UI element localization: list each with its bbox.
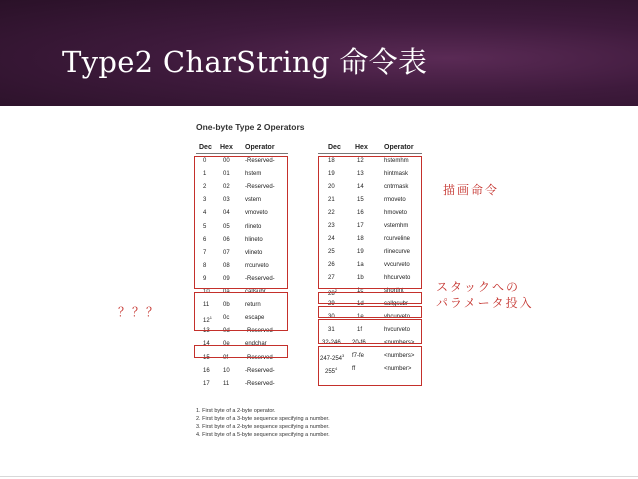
row-hex: 0e	[223, 341, 230, 348]
row-operator: hlineto	[245, 236, 263, 243]
row-operator: rcurveline	[384, 236, 411, 242]
row-hex: 00	[223, 158, 230, 164]
row-operator: <numbers>	[384, 353, 415, 359]
right-header-hex: Hex	[355, 144, 368, 151]
row-operator: vhcurveto	[384, 314, 411, 320]
row-operator: -Reserved-	[245, 275, 275, 282]
dec-value: 20	[328, 184, 335, 190]
row-hex: 1c	[357, 288, 364, 294]
row-operator: vstemhm	[384, 223, 409, 229]
row-hex: 17	[357, 223, 364, 229]
row-operator: shortint	[384, 288, 404, 294]
dec-value: 22	[328, 210, 335, 216]
row-operator: hhcurveto	[384, 275, 411, 281]
row-hex: 06	[223, 236, 230, 243]
row-operator: -Reserved-	[245, 354, 275, 361]
dec-value: 1	[203, 171, 207, 178]
row-hex: 13	[357, 171, 364, 177]
dec-value: 4	[203, 210, 207, 217]
stack-params-annotation-line1: スタックへの	[436, 280, 521, 294]
slide-title: Type2 CharString 命令表	[62, 45, 428, 79]
row-operator: -Reserved-	[245, 184, 275, 191]
row-operator: vmoveto	[245, 210, 268, 217]
row-operator: hstemhm	[384, 158, 409, 164]
right-header-dec: Dec	[328, 144, 341, 151]
drawing-ops-box-left	[194, 156, 288, 289]
row-operator: rlineto	[245, 223, 262, 230]
footnote-ref: 3	[342, 353, 345, 358]
row-hex: 14	[357, 184, 364, 190]
dec-value: 7	[203, 249, 207, 256]
dec-value: 26	[328, 262, 335, 268]
row-operator: vlineto	[245, 249, 263, 256]
dec-value: 23	[328, 223, 335, 229]
row-hex: 12	[357, 158, 364, 164]
left-header-operator: Operator	[245, 144, 275, 151]
row-hex: 04	[223, 210, 230, 217]
row-hex: 0f	[223, 354, 229, 361]
footnote-ref: 1	[209, 315, 212, 321]
row-operator: rlinecurve	[384, 249, 411, 255]
drawing-ops-box-right	[318, 156, 422, 289]
row-operator: <number>	[384, 366, 412, 372]
dec-value: 8	[203, 262, 207, 269]
row-hex: f7-fe	[352, 353, 365, 359]
bottom-divider	[0, 476, 638, 477]
dec-value: 18	[328, 158, 335, 164]
stack-params-annotation-line2: パラメータ投入	[436, 296, 534, 310]
row-operator: rmoveto	[384, 197, 406, 203]
row-operator: endchar	[245, 341, 267, 348]
row-hex: 19	[357, 249, 364, 255]
dec-value: 31	[328, 327, 335, 333]
row-hex: 15	[357, 197, 364, 203]
dec-value: 9	[203, 275, 207, 282]
row-hex: 1e	[357, 314, 364, 320]
row-operator: vvcurveto	[384, 262, 410, 268]
row-hex: 05	[223, 223, 230, 230]
row-hex: 0b	[223, 302, 230, 309]
dec-value: 21	[328, 197, 335, 203]
row-operator: escape	[245, 315, 265, 322]
curveto-box	[318, 319, 422, 344]
row-hex: 11	[223, 380, 230, 387]
footnote: 1. First byte of a 2-byte operator.	[196, 408, 276, 414]
footnote-ref: 4	[335, 366, 338, 371]
footnote-ref: 2	[334, 288, 337, 293]
table-title: One-byte Type 2 Operators	[196, 122, 305, 132]
dec-value: 6	[203, 236, 207, 243]
row-hex: 08	[223, 262, 230, 269]
footnote: 4. First byte of a 5-byte sequence specifying a number.	[196, 432, 330, 438]
right-header-rule	[318, 153, 422, 154]
dec-value: 30	[328, 314, 335, 320]
unknown-annotation: ？？？	[118, 305, 161, 319]
slide-header	[0, 0, 638, 106]
row-hex: 10	[223, 367, 230, 374]
row-operator: cntrmask	[384, 184, 409, 190]
footnote: 3. First byte of a 2-byte sequence specifying a number.	[196, 424, 330, 430]
dec-value: 3	[203, 197, 207, 204]
row-hex: 20-f6	[352, 340, 366, 346]
shortint-box	[318, 292, 422, 304]
row-hex: 0a	[223, 289, 230, 295]
numbers-box	[318, 346, 422, 386]
dec-value: 24	[328, 236, 335, 242]
dec-value: 28	[328, 291, 335, 297]
dec-value: 255	[325, 369, 336, 375]
row-hex: 03	[223, 197, 230, 204]
row-operator: -Reserved-	[245, 380, 275, 387]
right-header-operator: Operator	[384, 144, 414, 151]
unknown-ops-box	[194, 292, 288, 331]
row-hex: ff	[352, 366, 356, 372]
row-operator: rrcurveto	[245, 262, 269, 269]
dec-value: 247-254	[320, 356, 343, 362]
row-hex: 07	[223, 249, 230, 256]
row-hex: 1b	[357, 275, 364, 281]
left-header-dec: Dec	[199, 144, 212, 151]
row-operator: hmoveto	[384, 210, 408, 216]
dec-value: 32-246	[322, 340, 341, 346]
left-header-hex: Hex	[220, 144, 233, 151]
row-operator: -Reserved-	[245, 367, 275, 374]
row-operator: vstem	[245, 197, 262, 204]
left-header-rule	[196, 153, 288, 154]
endchar-box	[194, 345, 288, 358]
row-operator: return	[245, 302, 261, 309]
row-hex: 1d	[357, 301, 364, 307]
footnote: 2. First byte of a 3-byte sequence specifying a number.	[196, 416, 330, 422]
row-hex: 16	[357, 210, 364, 216]
dec-value: 0	[203, 158, 207, 164]
dec-value: 17	[203, 380, 210, 387]
callgsubr-box	[318, 306, 422, 318]
row-hex: 0d	[223, 328, 230, 335]
dec-value: 5	[203, 223, 207, 230]
dec-value: 11	[203, 302, 210, 309]
row-hex: 0c	[223, 315, 230, 322]
row-hex: 1f	[357, 327, 363, 333]
row-operator: -Reserved-	[245, 328, 275, 335]
dec-value: 10	[203, 289, 210, 295]
row-operator: <numbers>	[384, 340, 415, 346]
row-operator: hvcurveto	[384, 327, 411, 333]
dec-value: 15	[203, 354, 210, 361]
dec-value: 29	[328, 301, 335, 307]
dec-value: 25	[328, 249, 335, 255]
row-dec	[203, 380, 210, 388]
dec-value: 16	[203, 367, 210, 374]
row-hex: 1a	[357, 262, 364, 268]
row-operator: callgsubr	[384, 301, 409, 307]
dec-value: 14	[203, 341, 210, 348]
dec-value: 12	[203, 318, 210, 325]
row-operator: hstem	[245, 171, 262, 178]
row-operator: callsubr	[245, 289, 266, 295]
row-hex: 09	[223, 275, 230, 282]
dec-value: 19	[328, 171, 335, 177]
dec-value: 13	[203, 328, 210, 335]
dec-value: 27	[328, 275, 335, 281]
row-hex: 01	[223, 171, 230, 178]
row-dec	[203, 367, 210, 375]
drawing-commands-annotation: 描画命令	[443, 183, 500, 197]
dec-value: 2	[203, 184, 207, 191]
row-hex: 18	[357, 236, 364, 242]
row-operator: -Reserved-	[245, 158, 275, 164]
row-operator: hintmask	[384, 171, 409, 177]
row-hex: 02	[223, 184, 230, 191]
